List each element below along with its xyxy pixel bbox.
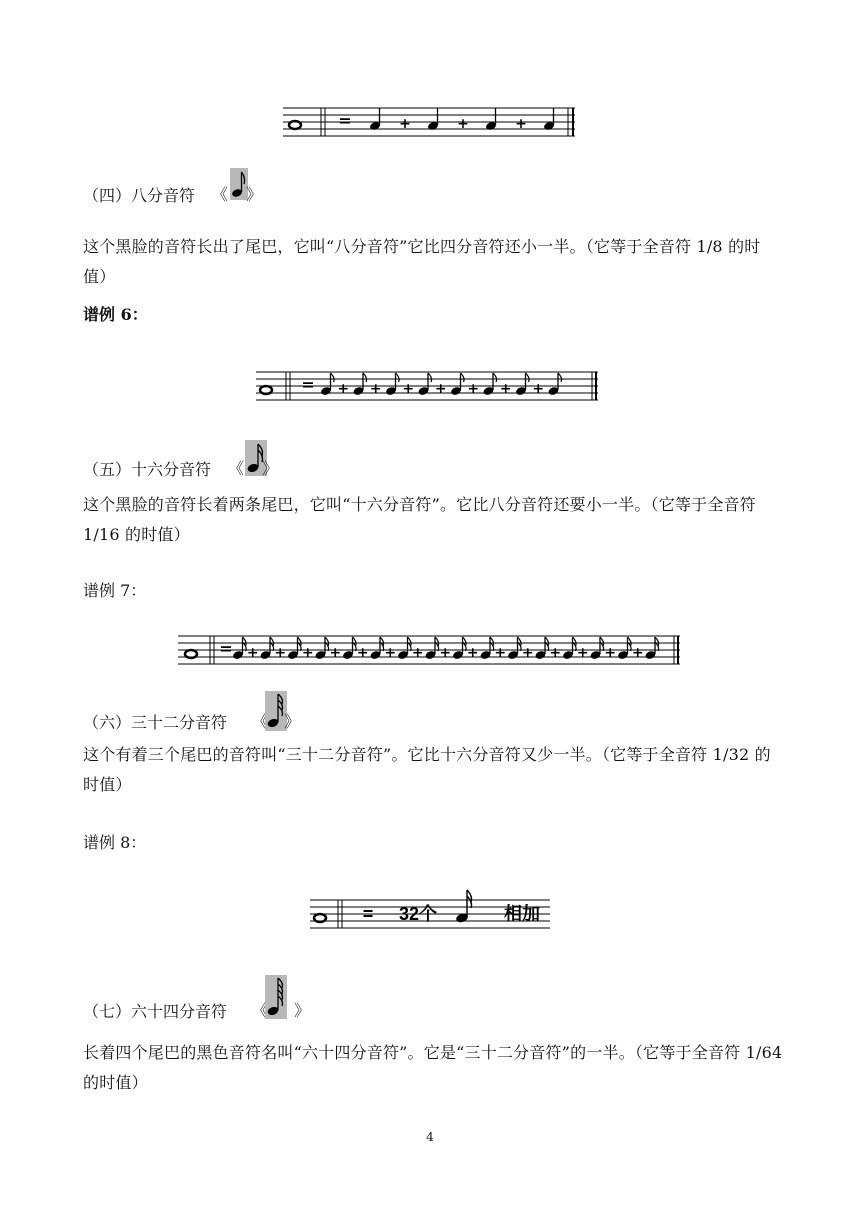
whole-note bbox=[314, 914, 326, 922]
equals-sign: = bbox=[301, 375, 315, 394]
plus-sign: + bbox=[246, 645, 259, 661]
paragraph-sixty-fourth-note: 长着四个尾巴的黑色音符名叫“六十四分音符”。它是“三十二分音符”的一半。（它等于全音符 1/64 的时值） bbox=[83, 1043, 783, 1092]
plus-sign: + bbox=[329, 645, 342, 661]
note-4 bbox=[543, 108, 555, 131]
section-heading-sixteenth-note: （五）十六分音符 bbox=[83, 460, 212, 479]
plus-sign: + bbox=[356, 645, 369, 661]
plus-sign: + bbox=[439, 645, 452, 661]
plus-sign: + bbox=[274, 645, 287, 661]
plus-sign: + bbox=[467, 381, 480, 397]
staff-example-eighth-notes bbox=[256, 368, 602, 404]
plus-sign: + bbox=[402, 381, 415, 397]
paragraph-eighth-note: 这个黑脸的音符长出了尾巴，它叫“八分音符”它比四分音符还小一半。（它等于全音符 1/8 的时值） bbox=[83, 237, 761, 286]
equals-sign: = bbox=[362, 904, 374, 924]
bracket-close: 》 bbox=[294, 1001, 311, 1020]
staff-example-sixteenth-notes bbox=[178, 632, 684, 668]
example-label-7: 谱例 7： bbox=[83, 581, 147, 600]
plus-sign: + bbox=[384, 645, 397, 661]
bracket-close: 》 bbox=[262, 459, 279, 478]
plus-sign: + bbox=[532, 381, 545, 397]
equals-sign: = bbox=[219, 639, 233, 658]
sum-label: 相加 bbox=[504, 904, 540, 924]
plus-sign: + bbox=[631, 645, 644, 661]
plus-sign: + bbox=[576, 645, 589, 661]
plus-sign: + bbox=[457, 116, 469, 132]
plus-sign: + bbox=[549, 645, 562, 661]
plus-sign: + bbox=[499, 381, 512, 397]
plus-sign: + bbox=[434, 381, 447, 397]
bracket-open: 《 bbox=[212, 185, 229, 204]
staff-example-quarter-notes bbox=[283, 104, 578, 140]
page-number: 4 bbox=[426, 1130, 434, 1144]
equals-sign: = bbox=[338, 111, 352, 130]
note-2 bbox=[427, 108, 439, 131]
example-label-8: 谱例 8： bbox=[83, 833, 147, 852]
plus-sign: + bbox=[337, 381, 350, 397]
count-label: 32个 bbox=[398, 904, 438, 924]
staff-example-thirty-second-sum bbox=[310, 882, 554, 932]
plus-sign: + bbox=[494, 645, 507, 661]
plus-sign: + bbox=[466, 645, 479, 661]
note-3 bbox=[485, 108, 497, 131]
bracket-open: 《 bbox=[228, 459, 245, 478]
plus-sign: + bbox=[369, 381, 382, 397]
plus-sign: + bbox=[399, 116, 411, 132]
note-1 bbox=[369, 108, 381, 131]
bracket-open: 《 bbox=[252, 712, 269, 731]
example-label-6: 谱例 6： bbox=[83, 305, 148, 324]
whole-note bbox=[260, 386, 272, 394]
plus-sign: + bbox=[521, 645, 534, 661]
bracket-close: 》 bbox=[246, 185, 263, 204]
section-heading-sixty-fourth-note: （七）六十四分音符 bbox=[83, 1002, 228, 1021]
bracket-close: 》 bbox=[284, 712, 301, 731]
plus-sign: + bbox=[515, 116, 527, 132]
plus-sign: + bbox=[411, 645, 424, 661]
section-heading-thirty-second-note: （六）三十二分音符 bbox=[83, 713, 228, 732]
plus-sign: + bbox=[301, 645, 314, 661]
sixty-fourth-note-icon bbox=[265, 975, 287, 1019]
bracket-open: 《 bbox=[252, 1001, 269, 1020]
whole-note bbox=[289, 121, 301, 129]
paragraph-sixteenth-note: 这个黑脸的音符长着两条尾巴，它叫“十六分音符”。它比八分音符还要小一半。（它等于全音符 1/16 的时值） bbox=[83, 495, 756, 544]
section-heading-eighth-note: （四）八分音符 bbox=[83, 186, 196, 205]
plus-sign: + bbox=[604, 645, 617, 661]
whole-note bbox=[185, 650, 197, 658]
paragraph-thirty-second-note: 这个有着三个尾巴的音符叫“三十二分音符”。它比十六分音符又少一半。（它等于全音符 1/32 的时值） bbox=[83, 745, 771, 794]
